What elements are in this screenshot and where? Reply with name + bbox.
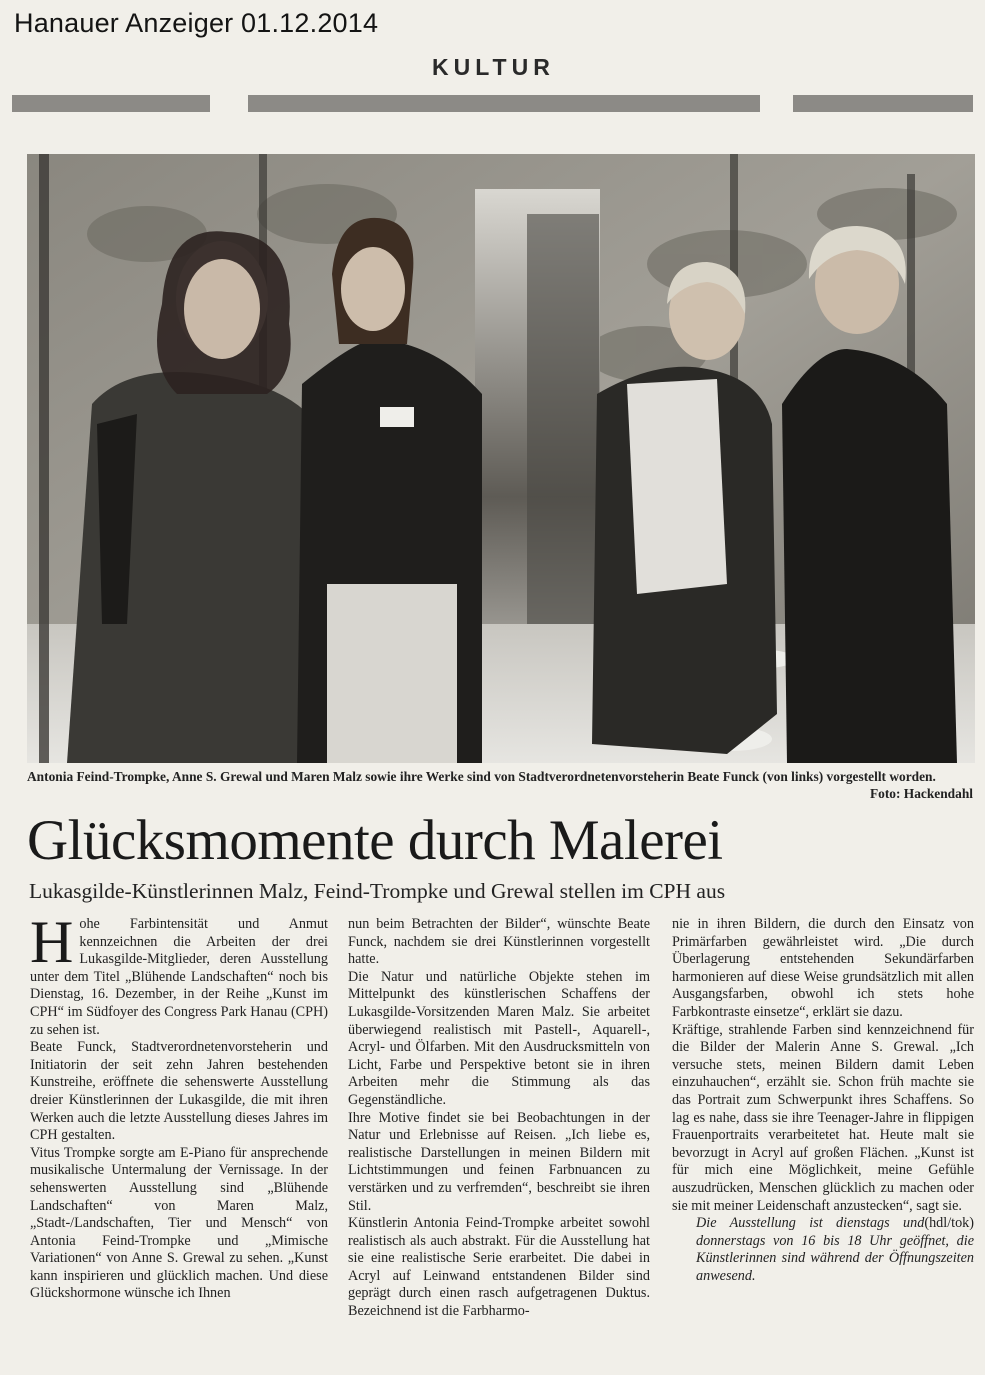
exhibition-note: Die Ausstellung ist dienstags und donnerstags von 16 bis 18 Uhr geöffnet, die Künstlerinnen sind während der Öffnungszeiten anwesend. [696, 1215, 974, 1284]
section-label: KULTUR [432, 54, 555, 80]
article-photo [27, 154, 975, 763]
paragraph: Vitus Trompke sorgte am E-Piano für ansprechende musikalische Untermalung der Vernissage. In der sehenswerten Ausstellung sind „Blühende Landschaften“ von Maren Malz, „Stadt-/Landschaften, Tier und Mensch“ von Antonia Feind-Trompke und „Mimische Variationen“ von Anne S. Grewal zu sehen. „Kunst kann inspirieren und glücklich machen. Und diese Glückshormone wünsche ich Ihnen [30, 1144, 328, 1302]
author-signature: (hdl/tok) [924, 1215, 974, 1232]
paragraph: Die Natur und natürliche Objekte stehen im Mittelpunkt des künstlerischen Schaffens der Lukasgilde-Vorsitzenden Maren Malz. Sie arbeitet überwiegend realistisch mit Pastell-, Aquarell-, Acryl- und Ölfarben. Mit den Ausdrucksmitteln von Licht, Farbe und Perspektive betont sie in ihren Arbeiten mehr die Stimmung als das Gegenständliche. [348, 968, 650, 1108]
rule-bar-right [793, 95, 973, 112]
photo-credit: Foto: Hackendahl [869, 786, 973, 801]
photo-illustration [27, 154, 975, 763]
article-column-2 [348, 916, 650, 1321]
paragraph [672, 1021, 974, 1232]
headline: Glücksmomente durch Malerei [27, 809, 723, 872]
paragraph: ohe Farbintensität und Anmut kennzeichnen die Arbeiten der drei Lukasgilde-Mitglieder, deren Ausstellung unter dem Titel „Blühende Landschaften“ noch bis Dienstag, 16. Dezember, in der Reihe „Kunst im CPH“ im Südfoyer des Congress Park Hanau (CPH) zu sehen ist. [30, 916, 328, 1038]
caption-text: Antonia Feind-Trompke, Anne S. Grewal und Maren Malz sowie ihre Werke sind von Stadtverordnetenvorsteherin Beate Funck (von links) vorgestellt worden. [27, 769, 936, 784]
paragraph-text: Kräftige, strahlende Farben sind kennzeichnend für die Bilder der Malerin Anne S. Grewal. „Ich versuche stets, meinen Bildern damit Leben einzuhauchen“, erzählt sie. Schon früh machte sie das Portrait zum Schwerpunkt ihres Schaffens. So lag es nahe, dass sie ihre Teenager-Jahre in flippigen Frauenportraits verarbeitetet hat. Heute malt sie bevorzugt in Acryl auf großen Flächen. „Kunst ist für mich eine Möglichkeit, meine Gefühle auszudrücken, Menschen glücklich zu machen oder sie mit meiner Leidenschaft anzustecken“, sagt sie. [672, 1021, 974, 1214]
paragraph: nie in ihren Bildern, die durch den Einsatz von Primärfarben gewährleistet wird. „Die durch Überlagerung entstehenden Sekundärfarben harmonieren auf diese Weise grundsätzlich mit allen Ausgangsfarben, obwohl ich stets hohe Farbkontraste einsetze“, erklärt sie dazu. [672, 916, 974, 1020]
paragraph: Künstlerin Antonia Feind-Trompke arbeitet sowohl realistisch als auch abstrakt. Für die Ausstellung hat sie eine realistische Serie erarbeitet. Die dabei in Acryl auf Leinwand entstandenen Bilder sind geprägt durch einen rasch aufgetragenen Duktus. Bezeichnend ist die Farbharmo- [348, 1215, 650, 1320]
subheadline: Lukasgilde-Künstlerinnen Malz, Feind-Trompke und Grewal stellen im CPH aus [29, 879, 726, 903]
photo-caption [27, 768, 975, 801]
article-column-3 [672, 916, 974, 1285]
drop-cap: H [30, 909, 74, 975]
rule-bar-left [12, 95, 210, 112]
paragraph: nun beim Betrachten der Bilder“, wünschte Beate Funck, nachdem sie drei Künstlerinnen vorgestellt hatte. [348, 916, 650, 968]
newspaper-source-line: Hanauer Anzeiger 01.12.2014 [14, 8, 379, 38]
paragraph: Beate Funck, Stadtverordnetenvorsteherin und Initiatorin der seit zehn Jahren bestehenden Kunstreihe, eröffnete die sehenswerte Ausstellung dreier Künstlerinnen der Lukasgilde, die mit ihren Werken auch die letzte Ausstellung dieses Jahres im CPH gestalten. [30, 1039, 328, 1144]
paragraph: Ihre Motive findet sie bei Beobachtungen in der Natur und Erlebnisse auf Reisen. „Ich liebe es, realistische Darstellungen in meinen Bildern mit Lichtstimmungen und feinen Farbnuancen zu verstärken und zu verfremden“, beschreibt sie ihren Stil. [348, 1109, 650, 1214]
article-column-1 [30, 909, 328, 1303]
rule-bar-center [248, 95, 760, 112]
